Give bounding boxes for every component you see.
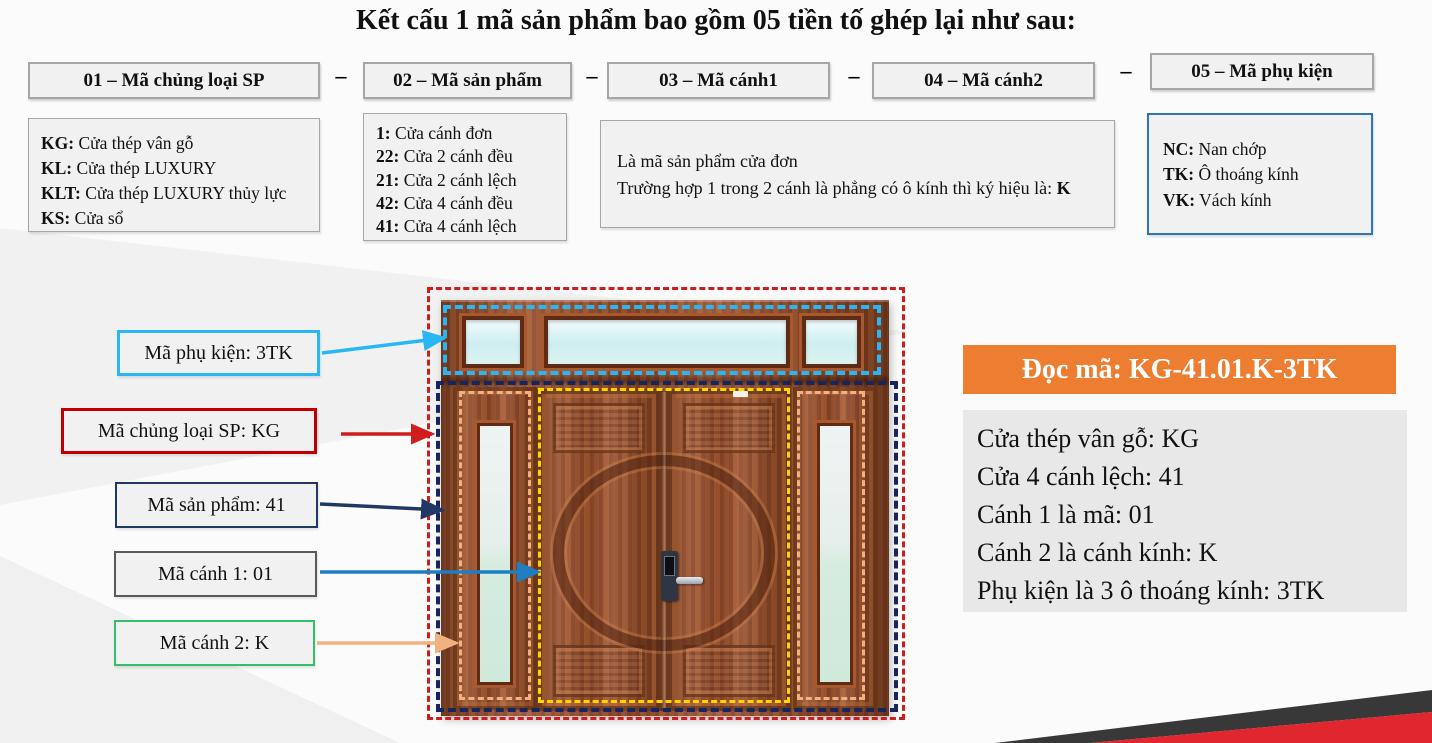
legend-desc: Vách kính bbox=[1199, 189, 1272, 210]
legend-code: 21: bbox=[376, 169, 400, 190]
legend-desc: Cửa thép LUXURY bbox=[76, 157, 217, 178]
legend-line bbox=[376, 145, 554, 168]
reading-line: Cửa thép vân gỗ: KG bbox=[977, 424, 1200, 453]
reading-box bbox=[963, 410, 1407, 612]
legend-product-type bbox=[28, 118, 320, 232]
legend-code: NC: bbox=[1163, 139, 1195, 159]
legend-line bbox=[41, 131, 307, 156]
legend-code: TK: bbox=[1163, 164, 1195, 185]
legend-line: Là mã sản phẩm cửa đơn bbox=[617, 151, 798, 171]
legend-desc: Ô thoáng kính bbox=[1198, 164, 1299, 185]
header-separator: – bbox=[848, 63, 860, 88]
legend-line bbox=[376, 192, 554, 215]
reading-line: Cánh 2 là cánh kính: K bbox=[977, 537, 1218, 567]
legend-desc: Cửa 4 cánh lệch bbox=[403, 216, 517, 237]
overlay-side-leaf-right bbox=[797, 391, 865, 700]
prefix-header-05: 05 – Mã phụ kiện bbox=[1150, 53, 1374, 90]
legend-code: 1: bbox=[376, 123, 391, 143]
legend-desc: Nan chớp bbox=[1198, 139, 1267, 159]
legend-code: 22: bbox=[376, 146, 400, 167]
prefix-header-02: 02 – Mã sản phẩm bbox=[363, 62, 572, 99]
overlay-transom-accessory bbox=[443, 305, 881, 375]
legend-line bbox=[1163, 137, 1357, 162]
label-ma-canh-1: Mã cánh 1: 01 bbox=[114, 551, 317, 597]
legend-desc: Cửa thép LUXURY thủy lực bbox=[85, 182, 287, 203]
legend-code: VK: bbox=[1163, 189, 1196, 210]
legend-accessory bbox=[1147, 113, 1373, 235]
reading-header: Đọc mã: KG-41.01.K-3TK bbox=[963, 345, 1396, 394]
legend-desc: Cửa 2 cánh lệch bbox=[403, 169, 517, 190]
prefix-header-03: 03 – Mã cánh1 bbox=[607, 62, 830, 99]
legend-line bbox=[1163, 188, 1357, 213]
overlay-leaf1 bbox=[538, 388, 790, 703]
legend-desc: Cửa 2 cánh đều bbox=[403, 146, 513, 167]
reading-line: Cửa 4 cánh lệch: 41 bbox=[977, 461, 1185, 491]
legend-line bbox=[617, 175, 1098, 202]
legend-desc: Cửa cánh đơn bbox=[394, 123, 493, 143]
legend-desc: Cửa 4 cánh đều bbox=[403, 192, 513, 213]
overlay-side-leaf-left bbox=[459, 391, 531, 700]
legend-line bbox=[41, 156, 307, 181]
page-title: Kết cấu 1 mã sản phẩm bao gồm 05 tiền tố ghép lại như sau: bbox=[356, 5, 1076, 36]
prefix-header-01: 01 – Mã chủng loại SP bbox=[28, 62, 320, 99]
legend-code: KS: bbox=[41, 207, 71, 228]
legend-line bbox=[41, 181, 307, 206]
legend-line bbox=[1163, 162, 1357, 187]
legend-desc: Cửa sổ bbox=[74, 207, 124, 228]
header-separator: – bbox=[335, 63, 347, 88]
header-separator: – bbox=[1120, 58, 1132, 83]
legend-code: KLT: bbox=[41, 182, 81, 203]
legend-line bbox=[41, 206, 307, 231]
legend-desc: Cửa thép vân gỗ bbox=[78, 133, 194, 153]
legend-line bbox=[376, 122, 554, 145]
legend-code: K bbox=[1056, 178, 1071, 199]
label-ma-phu-kien: Mã phụ kiện: 3TK bbox=[117, 330, 320, 376]
legend-code: KG: bbox=[41, 133, 75, 153]
label-ma-canh-2: Mã cánh 2: K bbox=[114, 620, 315, 666]
legend-product-code bbox=[363, 113, 567, 241]
label-ma-san-pham: Mã sản phẩm: 41 bbox=[115, 482, 318, 528]
header-separator: – bbox=[586, 63, 598, 88]
legend-line bbox=[376, 215, 554, 238]
prefix-header-04: 04 – Mã cánh2 bbox=[872, 62, 1095, 99]
legend-leaf1-note bbox=[600, 120, 1115, 228]
legend-code: 42: bbox=[376, 192, 400, 213]
legend-desc: Trường hợp 1 trong 2 cánh là phẳng có ô kính thì ký hiệu là: bbox=[617, 178, 1053, 199]
legend-code: 41: bbox=[376, 216, 400, 237]
legend-line bbox=[376, 169, 554, 192]
reading-line: Cánh 1 là mã: 01 bbox=[977, 499, 1155, 529]
reading-line: Phụ kiện là 3 ô thoáng kính: 3TK bbox=[977, 575, 1325, 605]
label-ma-chung-loai: Mã chủng loại SP: KG bbox=[61, 408, 317, 454]
legend-code: KL: bbox=[41, 157, 73, 178]
